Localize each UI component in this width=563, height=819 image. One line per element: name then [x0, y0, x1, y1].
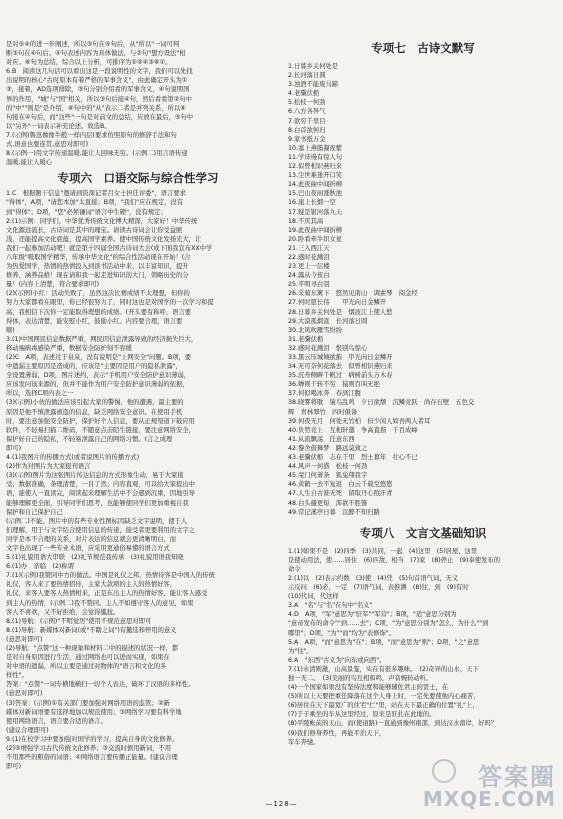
text-line: 军车奔驰。	[288, 738, 320, 746]
text-line: 30.北风吹雁雪纷纷	[288, 326, 343, 334]
text-line: 礼仪，客人来了要热情招待，主家大款项的主人的热情好客，	[6, 581, 177, 589]
text-line: 4.(1)我图片的传播方式(或者说图片的传播方式)	[6, 454, 140, 462]
text-line: 9.家书抵万金	[288, 135, 326, 143]
text-line: 21.三入西江天	[288, 244, 330, 252]
text-line: 高，我相信下次你一定能取得理想的成绩。(开头要有称呼，语言要	[6, 308, 192, 316]
text-line: 8.(1)导航：新媒体对新词(或"不瞎之词")有撤选和停用的意义	[6, 626, 177, 634]
text-line: 即可)	[6, 444, 22, 452]
text-line: 8.白首欲何归	[288, 126, 326, 134]
text-line: 量！(内容上清楚，符合要求即可)	[6, 281, 100, 289]
text-line: 保护好自己的隐私，不轻易泄露自己的网络习惯。(言之成理	[6, 435, 173, 443]
text-line: (4)一个国家如果没有坚持法度和能够辅佐君主的贤士，在	[288, 684, 449, 692]
text-line: 35.沉舟侧畔千帆过 病树前头万木春	[288, 372, 393, 380]
text-line: 即可)	[6, 763, 22, 771]
watermark-logo	[422, 755, 560, 815]
text-line: 16.崖上长烟一空	[288, 199, 336, 207]
text-line: 以"另外"一词表示补充论述。故选B。	[6, 122, 111, 130]
text-line: (建议合理即可)	[6, 726, 49, 734]
watermark-text-cn: 答案圈	[478, 763, 556, 791]
text-line: (7)于子乘坐的车从这里经过，原来是驻扎在此地的。	[288, 711, 436, 719]
text-line: (2)⑤增强学习古代传统文化修养；③交流时慎用新词，不用	[6, 745, 172, 753]
text-line: 不用那些的粗俗的词语；④网络语言要传播正能量。(建议合理	[6, 754, 178, 762]
text-line: 样性"。	[6, 672, 28, 680]
text-line: 的"中""则是"是介绍，⑥句中的"从"表示二者是并列关系，所以⑥	[6, 104, 186, 112]
text-line: 文字也出现了一些专业术语，应采用更通俗易懂的语言方式	[6, 544, 170, 552]
heading-special-seven: 专项七 古诗文默写	[371, 41, 475, 55]
text-line: 32.感时花溅泪 恨别鸟惊心	[288, 344, 368, 352]
text-line: 40.负势竞上 互相轩邈 争高直指 千百成峰	[288, 426, 418, 434]
text-line: 得体，表达清楚，能安慰小红，鼓励小红。内容要合理，语言要	[6, 317, 183, 325]
text-line: 出说明的核心"古时原本有着严格的军事含义"，由此确定开头为①	[6, 77, 188, 85]
text-line: 10.塞上燕脂凝夜紫	[288, 144, 343, 152]
text-line: 句接在④句后，而"这些"一句是对前文的总结，应放在最后，⑤句中	[6, 113, 194, 121]
text-line: 示反问 (6)必，一定 (7)语气词，表推测 (8)往，到 (9)有时	[288, 584, 469, 592]
text-line: 38.晓雾将歇 猿鸟乱鸣 夕日欲颓 沉鳞竞跃 尚存石壁 五色交	[288, 399, 475, 407]
text-line: 4.D A项，"军"意思为"驻军""军营"；B项，"适"意思分别为	[288, 611, 457, 619]
text-line: 们理解，用于与文字结合使用信息的传递，接受者更要利用的文字之	[6, 526, 195, 534]
text-line: (10)代词，代这样	[288, 593, 339, 601]
text-line: 为热爱国学，热情的热情投入到读书活动中来，以丰富知识，提升	[6, 263, 189, 271]
text-line: (3)(示例)图片为这张图片传达信息的方式形象生动，易于大家接	[6, 472, 184, 480]
text-line: 能够理解更全面，引导同学们思考，也能够使同学们更加重视自我	[6, 499, 189, 507]
text-line: 努力大家都看在眼里，你已经很努力了，同时这也是对国学的一次学习和提	[6, 299, 214, 307]
text-line: 28.日暮乡关何处是 烟波江上使人愁	[288, 308, 393, 316]
text-line: 7.(示例)鲁迅像像牛般一样内层(要求仿照原句的修辞手法和句	[6, 131, 177, 139]
heading-special-six: 专项六 口语交际与综合性学习	[57, 171, 219, 186]
text-line: 44.风声一何盛 松枝一何劲	[288, 463, 368, 471]
text-line: (5)所以上天要把重任降落在这个人身上时，一定先要使他内心痛苦，	[288, 693, 480, 701]
text-line: 受；数据准确，条理清楚，一目了然；内容直观，可以给大家提出中	[6, 481, 195, 489]
text-line: 移动端病毒感染严重，数据安全防护刻不容缓	[6, 344, 132, 352]
text-line: "得体"，A项，"请您本加"太直接；B项，"我们"应在规定，没有	[6, 199, 184, 207]
special-six-text	[6, 189, 270, 771]
text-line: 48.白头搔更短 浑欲不胜簪	[288, 499, 368, 507]
text-line: 1.(1)如果不是 (2)四季 (3)共同，一起 (4)这里 (5)居屋，这里	[288, 547, 478, 555]
text-line: 哪里"；D项，"为""而"均为"表修饰"。	[288, 629, 395, 637]
text-line: 33.黑云压城城欲摧 甲光向日金鳞开	[288, 354, 393, 361]
text-line: (8)平陵帐前的天山，而(使道路)一直通到豫州南部，到达汉水南岸，好吗？	[288, 720, 498, 728]
classical-chinese-answers	[288, 547, 558, 747]
text-line: 到"得体"；D项，"您"必须谦词"语言中生硬"，没有规定；	[6, 208, 167, 216]
text-line: 7.欲穷千里目	[288, 117, 326, 125]
text-line: 11.学诗谩有惊人句	[288, 153, 343, 161]
text-line: 3.(1)中国网民信息数据严重，网民因信息泄露导致的经济损失巨大，	[6, 335, 198, 343]
text-line: 到主人的热情，(示例二)我不赞同。主人不如遵守客人的意见，如果	[6, 599, 194, 607]
text-line: 应该发问该来源的，但并不能作为用户安全防护意识薄弱的依据，	[6, 381, 189, 389]
text-line: 媒体对新词语要有选择地加以规范使用；③网络学习要有科学地	[6, 708, 182, 716]
right-column	[288, 40, 558, 747]
text-line: 是对⑤④的进一步阐述，所以③句在⑤句后，从"所以"一词可判	[6, 41, 180, 48]
text-line: 2.(1)以 (2)表示约数 (3)使 (4)凭 (5)句首语气词，无义	[288, 574, 459, 582]
text-line: 2.长河落日圆	[288, 72, 326, 80]
text-line: "意帝发布的命令""到……去"；C项，"为"意思分别为"怎么，为什么""到	[288, 620, 489, 628]
text-line: 对中语的遗漏，所以主要是通过对物体的"语言和文化的多	[6, 663, 167, 671]
text-line: 26.采菊东篱下 悠然见南山 调素琴 阅金经	[288, 290, 418, 298]
text-line: 6.八方各异气	[288, 108, 326, 116]
page-number: —128—	[265, 800, 298, 808]
text-line: 对应。⑥句为总结，综合以上分析，可排序为⑤②④③⑥①。	[6, 59, 172, 67]
text-line: 我们一起参加活动吧！就是第十四届全国古诗词大会(或下面我宣布XX中学	[6, 244, 213, 252]
text-line: 温暖,能让人暖心	[6, 159, 53, 167]
text-line: 7.(1)水清则澈，山高景鉴，实在有很多趣味。 (2)奇异的山水，天下	[288, 665, 479, 673]
text-line: 12.似曾相识燕归来	[288, 163, 343, 171]
left-column	[6, 40, 270, 771]
text-line: (2)C A项，表述过于泉泉，没有说明是"上网安全"问题。B项，要	[6, 354, 192, 361]
text-line: (2)(示例)小红：活动失败了，虽然这次比赛成绩不太理想，但你的	[6, 290, 190, 298]
text-line: 时，要注意加强安全防护，保护好个人信息，要从正规渠道下载应用	[6, 417, 195, 425]
text-line: 46.黄鹤一去不复返 白云千载空悠悠	[288, 481, 393, 489]
text-line: 辉 青林翠竹 四时俱备	[288, 408, 358, 416]
text-line: 49.常记溪亭日暮 沉醉不知归路	[288, 508, 380, 516]
text-line: 是使动用法，使……居住 (6)匹敌，相当 (7)家 (8)停止 (9)奉使发布的	[288, 556, 500, 564]
text-line: 34.无可奈何花落去 似曾相识燕归来	[288, 363, 393, 371]
text-line: 7.(1)(示例)我赞同中方的做法。中国是礼仪之邦，热情待客是中国人的传统	[6, 572, 215, 580]
heading-special-eight: 专项八 文言文基础知识	[359, 525, 487, 540]
text-line: 29.大漠孤烟直 长河落日圆	[288, 317, 368, 325]
text-line: (2)导航："点赞"这一种现象和材料二中的描述的状况一样，都	[6, 645, 179, 652]
text-line: 1.C 根据题干信息"邀请到资深记者吕女士担任评委"，语言要求	[6, 190, 186, 198]
text-line: (示例二)不能。图片中的有些专业性图标因缺乏文字说明，使于人	[6, 517, 188, 525]
text-line: 27.何时愿长伟 甲光向日金鳞开	[288, 299, 387, 307]
text-line: 45.荣门何萧条 狐兔翔我宇	[288, 472, 368, 480]
text-line: 全设置薄弱，D项，图片述约，表示"手机用户安全防护意识薄弱，	[6, 372, 191, 380]
text-line: 13.尘世难逢开口笑	[288, 172, 343, 180]
text-line: 浅，还能提高文化底蕴，提高国学素养。使中国传统文化发扬光大，让	[6, 235, 202, 243]
text-line: 断③句在④句后。④句表述内容为具体做法，与②句"想方设法"相	[6, 50, 186, 58]
text-line: 47.人生自古谁无死 留取丹心照汗青	[288, 490, 393, 498]
text-line: 20.卧看牵牛织女星	[288, 235, 343, 243]
text-line: 使用网络语言，语言要合适的语言。	[6, 717, 107, 725]
text-line: 4.老骥伏枥	[288, 90, 320, 98]
text-line: 为"往"。	[288, 647, 313, 655]
text-line: 5.(1)礼貌用语大串联 (2)礼节规范我传承 (3)礼貌用语我知晓	[6, 554, 184, 562]
text-line: 6.(1)办 亲临 (2)称谓	[6, 563, 74, 571]
text-line: 答案："点赞"一词专横地横扫一切个人表达，破坏了汉语的多样性。	[6, 681, 195, 689]
text-line: 所以，选择C项内表之一	[6, 390, 74, 398]
text-line: 界的作用，"城"与"国"相关，所以③句后接④句，然后看看第②句中	[6, 95, 192, 103]
text-line: 17.疑是银河落九天	[288, 208, 343, 216]
text-line: (9)我们修身养性，再能平治天下，	[288, 729, 386, 737]
text-line: 14.此夜曲中闻折柳	[288, 181, 343, 189]
watermark-stamp-icon	[432, 759, 456, 783]
watermark-text-en: MXQE.COM	[422, 787, 556, 811]
text-line: 18.不厌其高	[288, 217, 324, 225]
text-line: 文化源远流长，古诗词是其中的瑰宝。请读古诗词会让你受益匪	[6, 226, 183, 234]
text-line: 6.A "东西"古义为"向东或向西"。	[288, 656, 386, 664]
text-line: 顺)	[6, 326, 15, 334]
text-line: 保护和自己保护自己	[6, 508, 63, 516]
text-line: 修养，涵养品格！现在请和我一起走进知识的大门，领略历史的分	[6, 272, 189, 280]
text-line: 礼仪，来客人要客人热情相来，正是东出主人的热情好客，能让客人感受	[6, 590, 208, 598]
text-line: 22.感时花溅泪	[288, 253, 330, 261]
text-line: 命令	[288, 565, 301, 573]
text-line: 3.浊酒不能废马蹄	[288, 81, 339, 89]
text-line: ③，接着，AD选项排除，③句分别介绍看的军事含义，④句说明国	[6, 86, 190, 94]
text-line: 软件，不轻易扫描二维码，不随意点击陌生链接，要注意网络安全，	[6, 426, 195, 434]
text-line: 37.何似喝冰奔 春到江腹	[288, 390, 361, 398]
text-line: 9.(1)在校学习中要加强对国学的学习，提高自身的文化修养。	[6, 735, 179, 743]
text-line: (3)答案：(示例)①有关部门要加强对网络用语的监管；②新	[6, 699, 170, 707]
text-line: 43.老骥伏枥 志在千里 烈士暮年 壮心不已	[288, 454, 418, 462]
text-line: 式,语意也要连贯,意思对即可)	[6, 141, 89, 149]
text-line: 36.蝉则千转不穷 猿则百叫无绝	[288, 381, 380, 389]
text-line: 41.从流飘荡 任意东西	[288, 435, 355, 443]
text-line: 24.露从今夜白	[288, 272, 330, 280]
text-line: 5.松枝一何劲	[288, 99, 326, 107]
text-line: 同学是本不合理的关系，对片表达的信息就会更清晰明白，而	[6, 535, 177, 543]
text-line: 是对自身原因进行生活，通过网络也可以进而实现，如果在	[6, 654, 170, 662]
text-line: 中遗漏主要原因是造成的，应该是"主要因是用户的隐私泄露"，	[6, 363, 182, 371]
text-line: 6.B 阅读这几句话可以看出这是一段说明性的文字，我们可以先找	[6, 68, 193, 76]
text-line: 8.(示例一)用文字传递温暖,能让人回味无穷。(示例二)用言语传递	[6, 150, 188, 158]
poem-dictation-answers	[288, 62, 558, 517]
text-line: 3.A "名"与"名"在句中"名义"	[288, 602, 373, 610]
text-line: 39.何夜无月 何处无竹柏 但少闲人如吾两人者耳	[288, 417, 431, 425]
text-line: 语，能使人一直读完，阅读起来理解生活中不会感到沉重，因地引导	[6, 490, 195, 498]
text-line: (3)(示例)小伙的做法应该引起大家的警惕，他的遭遇，最主要的	[6, 399, 184, 407]
text-line: 1.日暮乡关何处是	[288, 63, 339, 70]
text-line: 25.平明寻白羽	[288, 281, 330, 289]
text-line: (意思对即可)	[6, 635, 43, 643]
text-line: 31.老骥伏枥	[288, 335, 324, 343]
text-line: 15.巴山夜雨涨秋池	[288, 190, 343, 198]
text-line: 23.更上一层楼	[288, 263, 330, 271]
text-line: 19.此夜曲中闻折柳	[288, 226, 343, 234]
text-line: 客人不喜欢，又不好拒绝，会觉得尴尬。	[6, 608, 120, 616]
text-line: (6)居住在天下最宽广的住宅"仁"里，站在天下最正确的位置"礼"上，	[288, 702, 479, 710]
left-top-text	[6, 40, 270, 167]
text-line: 42.黎舍鼓舞梦 路远莫致之	[288, 444, 368, 452]
text-line: (2)作为对图片为大家报刊语言	[6, 463, 91, 471]
text-line: 2.(1)示例：同学们，中华优秀传统文化博大精深，大家好！中华传统	[6, 217, 198, 225]
text-line: 8.(1)导航：(示例)"不明觉厉"使用不规范意思对即可	[6, 617, 152, 625]
text-line: 八年级"吸取国学精华，传承中华文化"的综合性活动现在开始！(合	[6, 253, 191, 261]
text-line: (意思对即可)	[6, 690, 43, 698]
text-line: 独一无二。 (3)美丽的鸟互相和鸣，声音婉转动听。	[288, 675, 433, 682]
text-line: 5.A A项，"而"意思为"在"；B项，"而"意思为"则"；D项，"之"意思	[288, 638, 480, 646]
text-line: 原因是他不慎泄露被盗的信息，缺乏网络安全意识。在使用手机	[6, 408, 183, 416]
